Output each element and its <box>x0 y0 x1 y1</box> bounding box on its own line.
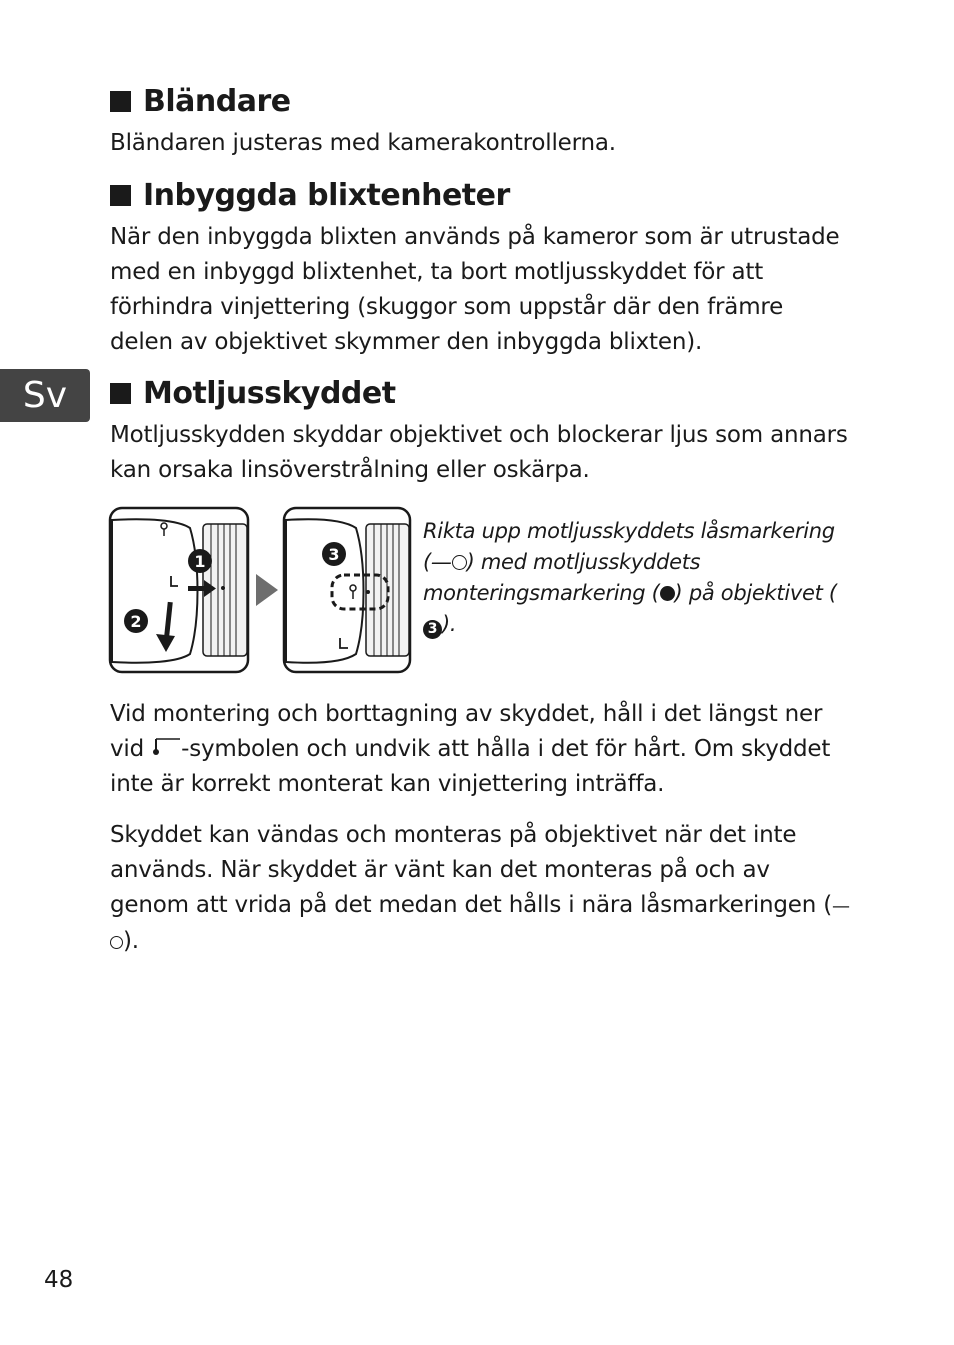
paragraph-part: Skyddet kan vändas och monteras på objektivet när det inte används. När skyddet är vänt kan det monteras på och av genom att vrida på det medan det hålls i nära låsmarkeringen ( <box>110 822 833 918</box>
step-1-label: 1 <box>194 552 206 571</box>
motljus-text: Motljusskydden skyddar objektivet och blockerar ljus som annars kan orsaka linsöverstrålning eller oskärpa. <box>110 422 848 483</box>
paragraph-part: Vid montering och borttagning av skyddet, håll i det längst ner vid <box>110 701 823 762</box>
blixt-text: När den inbyggda blixten används på kameror som är utrustade med en inbyggd blixtenhet, ta bort motljusskyddet för att förhindra vinjettering (skuggor som uppstår där den främre delen av objektivet skymmer den inbyggda blixten). <box>110 224 840 355</box>
section-title-text: Bländare <box>143 84 291 119</box>
next-step-arrow-icon <box>256 574 278 606</box>
square-bullet-icon <box>110 383 131 404</box>
paragraph-part: -symbolen och undvik att hålla i det för hårt. Om skyddet inte är korrekt monterat kan vinjettering inträffa. <box>110 736 831 797</box>
page-number: 48 <box>44 1267 74 1293</box>
section-title-blixt <box>110 178 510 213</box>
hood-grip-mark-icon <box>151 738 181 756</box>
square-bullet-icon <box>110 91 131 112</box>
paragraph-part: ). <box>123 928 139 954</box>
lock-mark-circle-icon <box>452 555 467 570</box>
step-3-ref-icon: 3 <box>423 620 442 639</box>
section-title-text: Inbyggda blixtenheter <box>143 178 510 213</box>
panel-2 <box>284 508 410 672</box>
caption-part: Rikta upp motljusskyddets låsmarkering ( <box>423 519 835 574</box>
panel-1 <box>110 508 248 672</box>
square-bullet-icon <box>110 185 131 206</box>
mounting-mark-dot-icon <box>660 586 675 601</box>
blandare-text: Bländaren justeras med kamerakontrollerna. <box>110 130 616 156</box>
figure-caption <box>423 516 843 640</box>
lock-mark-circle-icon <box>110 936 123 949</box>
lock-mark-dash: — <box>430 550 452 574</box>
section-title-blandare <box>110 84 291 119</box>
step-2-label: 2 <box>130 612 142 631</box>
lock-mark-dash: — <box>832 896 850 917</box>
caption-part: ) med motljusskyddets monteringsmarkering ( <box>423 550 701 605</box>
caption-part: ). <box>442 612 457 636</box>
mounting-paragraph <box>110 697 850 802</box>
step-3-label: 3 <box>328 545 340 564</box>
caption-part: ) på objektivet ( <box>674 581 837 605</box>
language-tab: Sv <box>0 369 90 422</box>
section-title-text: Motljusskyddet <box>143 376 396 411</box>
lens-hood-illustration <box>108 506 414 676</box>
section-title-motljus <box>110 376 396 411</box>
reversing-paragraph <box>110 818 850 959</box>
